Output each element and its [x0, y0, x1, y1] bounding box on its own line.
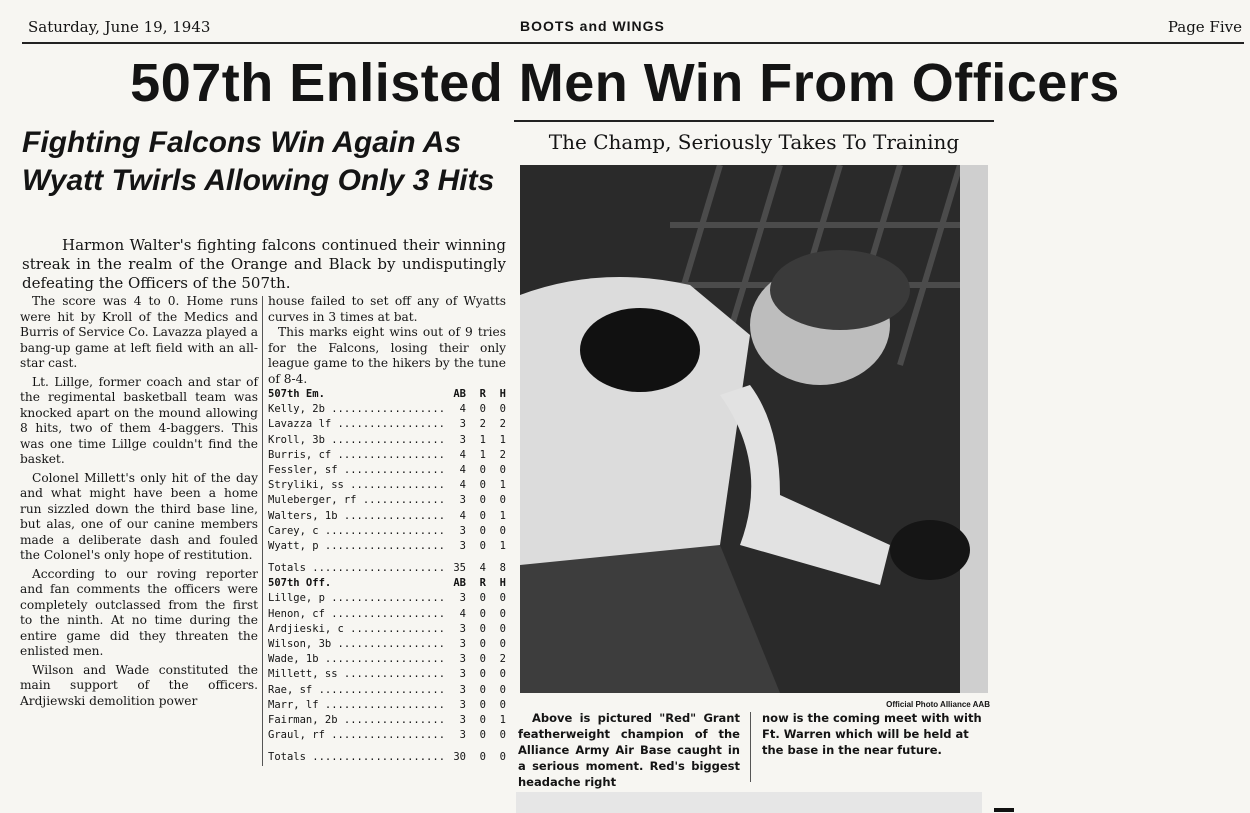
- player-row: [268, 509, 506, 524]
- stat-ab: 3: [459, 524, 466, 537]
- box-score-enlisted: [268, 387, 506, 576]
- player-row: [268, 683, 506, 698]
- stat-r: 0: [479, 668, 486, 681]
- box-header-row: [268, 576, 506, 591]
- stat-ab: 3: [459, 683, 466, 696]
- stat-h: 0: [499, 638, 506, 650]
- player-name: Walters, 1b .....: [268, 509, 446, 524]
- player-name: Wilson, 3b .....: [268, 637, 446, 652]
- stat-ab: 3: [459, 713, 466, 726]
- total-ab: 30: [453, 751, 466, 764]
- player-name: Stryliki, ss .....: [268, 478, 446, 493]
- photo-caption-right: now is the coming meet with with Ft. Warren which will be held at the base in the near future.: [762, 711, 982, 757]
- stat-r: 0: [479, 698, 486, 711]
- player-name: Rae, sf .....: [268, 683, 446, 698]
- player-name: Fessler, sf .....: [268, 463, 446, 478]
- player-name: Burris, cf .....: [268, 448, 446, 463]
- stat-ab: 3: [459, 698, 466, 711]
- player-row: [268, 622, 506, 637]
- stat-r: 0: [479, 494, 486, 507]
- stat-h: 0: [499, 683, 506, 696]
- box-totals-row: [268, 561, 506, 576]
- paragraph: Wilson and Wade constituted the main support of the officers. Ardjiewski demolition power: [20, 662, 258, 708]
- stat-h: 1: [499, 433, 506, 446]
- story-column-1: [20, 294, 258, 712]
- paragraph: The score was 4 to 0. Home runs were hit by Kroll of the Medics and Burris of Service Co. Lavazza played a bang-up game at left field with an all-star cast.: [20, 294, 258, 370]
- page-headline: 507th Enlisted Men Win From Officers: [130, 53, 1120, 113]
- stat-ab: 3: [459, 433, 466, 446]
- stat-ab: 3: [459, 668, 466, 681]
- photo-image: [520, 165, 988, 693]
- player-row: [268, 539, 506, 554]
- player-row: [268, 402, 506, 417]
- stat-r: 0: [479, 638, 486, 650]
- paragraph: Lt. Lillge, former coach and star of the regimental basketball team was knocked apart on the mound allowing 8 hits, two of them 4-baggers. This was one time Lillge couldn't find the basket.: [20, 374, 258, 466]
- stat-ab: 3: [459, 539, 466, 552]
- stat-h: 0: [499, 729, 506, 742]
- stat-r: 0: [479, 622, 486, 635]
- stat-h: 2: [499, 448, 506, 461]
- stat-h: 0: [499, 494, 506, 507]
- story-column-2: [268, 294, 506, 766]
- paragraph: house failed to set off any of Wyatts curves in 3 times at bat.: [268, 294, 506, 324]
- folio-rule: [22, 42, 1244, 44]
- total-h: 0: [499, 751, 506, 764]
- stat-r: 0: [479, 683, 486, 696]
- col-r: R: [479, 388, 486, 400]
- stat-h: 1: [499, 509, 506, 522]
- player-name: Graul, rf .....: [268, 728, 446, 743]
- player-row: [268, 607, 506, 622]
- col-ab: AB: [453, 577, 466, 590]
- stat-r: 1: [479, 433, 486, 446]
- player-name: Muleberger, rf .....: [268, 493, 446, 508]
- player-row: [268, 493, 506, 508]
- column-rule: [262, 296, 263, 766]
- photo-caption-left: Above is pictured "Red" Grant featherweight champion of the Alliance Army Air Base caught in a serious moment. Red's biggest headache right: [518, 711, 740, 789]
- stat-r: 0: [479, 653, 486, 666]
- total-ab: 35: [453, 562, 466, 575]
- player-name: Wyatt, p .....: [268, 539, 446, 554]
- stat-h: 0: [499, 622, 506, 635]
- player-name: Ardjieski, c .....: [268, 622, 446, 637]
- stat-r: 2: [479, 418, 486, 431]
- player-row: [268, 713, 506, 728]
- team-label: 507th Em.: [268, 388, 325, 400]
- photo-title: The Champ, Seriously Takes To Training: [548, 130, 960, 154]
- col-ab: AB: [453, 388, 466, 400]
- player-name: Kroll, 3b .....: [268, 433, 446, 448]
- stat-r: 0: [479, 592, 486, 605]
- story-lead: Harmon Walter's fighting falcons continued their winning streak in the realm of the Orange and Black by undisputingly defeating the Officers of the 507th.: [22, 236, 506, 292]
- stat-h: 1: [499, 479, 506, 492]
- stat-ab: 4: [459, 509, 466, 522]
- stat-h: 0: [499, 524, 506, 537]
- stat-ab: 3: [459, 622, 466, 635]
- stat-ab: 3: [459, 592, 466, 605]
- stat-r: 0: [479, 403, 486, 416]
- scan-mark: [994, 808, 1014, 812]
- stat-h: 2: [499, 418, 506, 431]
- stat-ab: 4: [459, 607, 466, 620]
- totals-label: Totals .....: [268, 750, 446, 765]
- stat-ab: 3: [459, 729, 466, 742]
- stat-r: 0: [479, 479, 486, 492]
- player-name: Kelly, 2b .....: [268, 402, 446, 417]
- stat-h: 2: [499, 653, 506, 666]
- col-r: R: [479, 577, 486, 590]
- issue-date: Saturday, June 19, 1943: [28, 18, 211, 36]
- player-name: Lillge, p .....: [268, 591, 446, 606]
- player-name: Henon, cf .....: [268, 607, 446, 622]
- player-name: Lavazza lf .....: [268, 417, 446, 432]
- boxer-training-photo: [520, 165, 988, 693]
- stat-ab: 3: [459, 418, 466, 431]
- stat-r: 1: [479, 448, 486, 461]
- player-row: [268, 478, 506, 493]
- player-name: Marr, lf .....: [268, 698, 446, 713]
- photo-credit: Official Photo Alliance AAB: [886, 700, 990, 709]
- stat-r: 0: [479, 509, 486, 522]
- stat-ab: 4: [459, 479, 466, 492]
- stat-ab: 3: [459, 653, 466, 666]
- stat-r: 0: [479, 539, 486, 552]
- stat-ab: 4: [459, 463, 466, 476]
- stat-h: 0: [499, 668, 506, 681]
- stat-h: 0: [499, 463, 506, 476]
- stat-r: 0: [479, 463, 486, 476]
- stat-ab: 4: [459, 403, 466, 416]
- stat-r: 0: [479, 607, 486, 620]
- stat-r: 0: [479, 524, 486, 537]
- story-subhead: Fighting Falcons Win Again As Wyatt Twirls Allowing Only 3 Hits: [22, 126, 495, 197]
- stat-ab: 3: [459, 494, 466, 507]
- stat-h: 0: [499, 592, 506, 605]
- page-number: Page Five: [1167, 18, 1242, 36]
- stat-ab: 3: [459, 638, 466, 650]
- stat-h: 1: [499, 713, 506, 726]
- stat-h: 1: [499, 539, 506, 552]
- box-header-row: [268, 387, 506, 402]
- paper-name: BOOTS and WINGS: [520, 18, 665, 34]
- caption-rule: [750, 712, 751, 782]
- player-row: [268, 524, 506, 539]
- box-score-officers: [268, 576, 506, 765]
- player-row: [268, 698, 506, 713]
- stat-h: 0: [499, 403, 506, 416]
- team-label: 507th Off.: [268, 577, 332, 590]
- box-totals-row: [268, 750, 506, 765]
- paragraph: Colonel Millett's only hit of the day and what might have been a home run sizzled down the third base line, but alas, one of our canine members made a deliberate dash and fouled the Colonel's only hope of restitution.: [20, 470, 258, 562]
- player-row: [268, 652, 506, 667]
- player-row: [268, 591, 506, 606]
- stat-h: 0: [499, 607, 506, 620]
- stat-ab: 4: [459, 448, 466, 461]
- scan-margin: [516, 792, 982, 813]
- paragraph: This marks eight wins out of 9 tries for the Falcons, losing their only league game to the hikers by the tune of 8-4.: [268, 325, 506, 386]
- player-row: [268, 417, 506, 432]
- stat-r: 0: [479, 713, 486, 726]
- paragraph: According to our roving reporter and fan comments the officers were completely outclassed from the first to the ninth. At no time during the entire game did they threaten the enlisted men.: [20, 566, 258, 658]
- player-row: [268, 463, 506, 478]
- player-row: [268, 448, 506, 463]
- player-row: [268, 433, 506, 448]
- player-name: Millett, ss .....: [268, 667, 446, 682]
- col-h: H: [499, 388, 506, 400]
- stat-r: 0: [479, 729, 486, 742]
- player-row: [268, 637, 506, 652]
- total-r: 0: [479, 751, 486, 764]
- player-name: Wade, 1b .....: [268, 652, 446, 667]
- player-row: [268, 667, 506, 682]
- total-r: 4: [479, 562, 486, 575]
- player-row: [268, 728, 506, 743]
- total-h: 8: [499, 562, 506, 575]
- player-name: Carey, c .....: [268, 524, 446, 539]
- stat-h: 0: [499, 698, 506, 711]
- player-name: Fairman, 2b .....: [268, 713, 446, 728]
- col-h: H: [499, 577, 506, 590]
- totals-label: Totals .....: [268, 561, 446, 576]
